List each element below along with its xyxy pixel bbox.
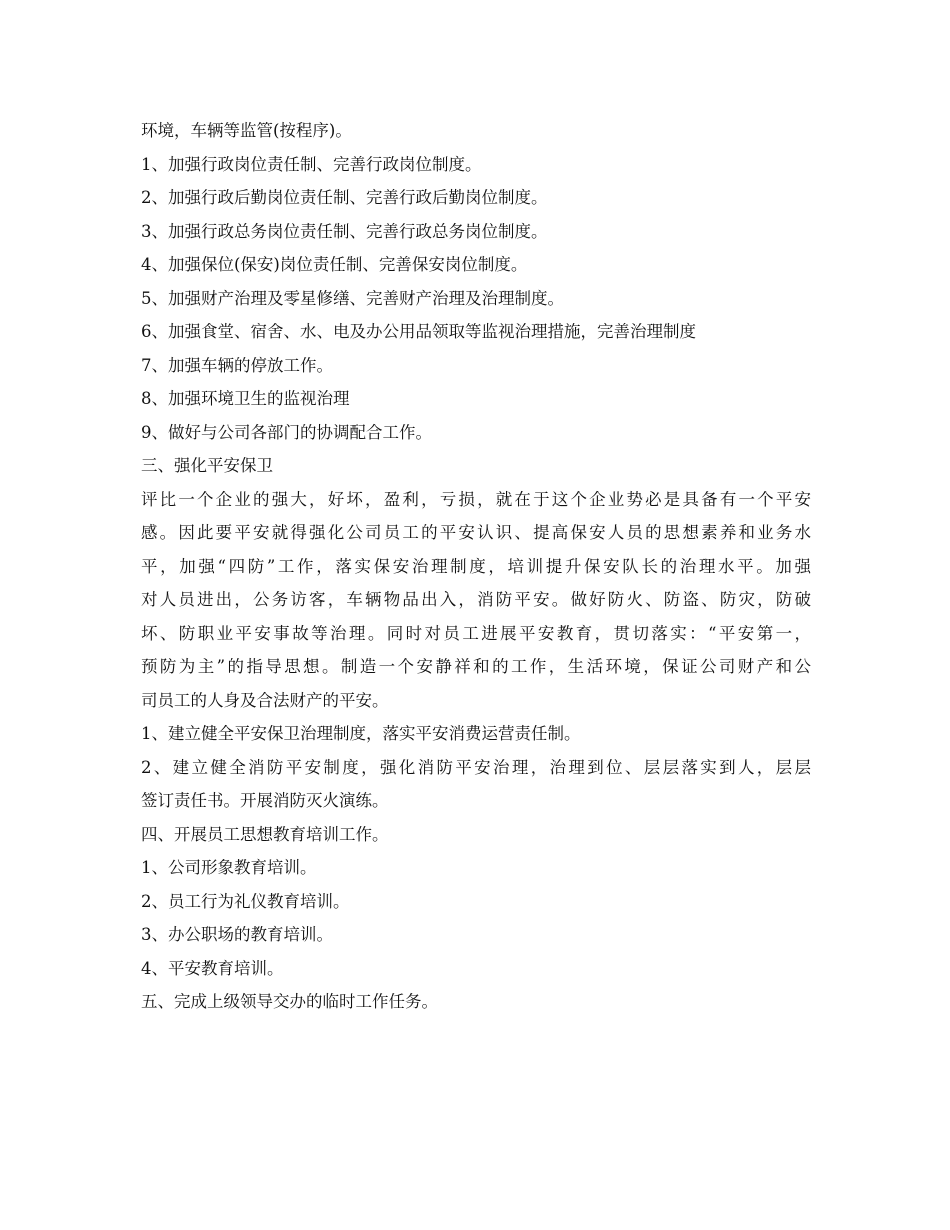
list-item: 1、加强行政岗位责任制、完善行政岗位制度。 — [141, 154, 482, 174]
list-item-continuation: 签订责任书。开展消防灭火演练。 — [141, 791, 389, 810]
paragraph-line: 司员工的人身及合法财产的平安。 — [141, 690, 389, 710]
section-heading: 四、开展员工思想教育培训工作。 — [141, 824, 389, 844]
list-item: 4、平安教育培训。 — [141, 958, 284, 978]
list-item: 4、加强保位(保安)岗位责任制、完善保安岗位制度。 — [141, 255, 528, 274]
paragraph-line: 评比一个企业的强大，好坏，盈利，亏损，就在于这个企业势必是具备有一个平安 — [141, 489, 811, 509]
list-item: 3、加强行政总务岗位责任制、完善行政总务岗位制度。 — [141, 221, 548, 241]
list-item: 2、加强行政后勤岗位责任制、完善行政后勤岗位制度。 — [141, 188, 548, 207]
list-item: 7、加强车辆的停放工作。 — [141, 355, 333, 375]
document-body — [141, 114, 811, 1019]
section-heading: 三、强化平安保卫 — [141, 456, 273, 475]
list-item: 2、建立健全消防平安制度，强化消防平安治理，治理到位、层层落实到人，层层 — [141, 757, 811, 777]
list-item: 3、办公职场的教育培训。 — [141, 925, 333, 944]
paragraph-line: 对人员进出，公务访客，车辆物品出入，消防平安。做好防火、防盗、防灾，防破 — [141, 590, 811, 609]
text-line: 环境，车辆等监管(按程序)。 — [141, 121, 352, 140]
list-item: 1、公司形象教育培训。 — [141, 858, 317, 877]
paragraph-line: 平，加强“四防”工作，落实保安治理制度，培训提升保安队长的治理水平。加强 — [141, 556, 811, 576]
paragraph-line: 坏、防职业平安事故等治理。同时对员工进展平安教育，贯切落实：“平安第一， — [141, 623, 811, 643]
list-item: 8、加强环境卫生的监视治理 — [141, 389, 350, 408]
paragraph-line: 感。因此要平安就得强化公司员工的平安认识、提高保安人员的思想素养和业务水 — [141, 523, 811, 542]
list-item: 2、员工行为礼仪教育培训。 — [141, 891, 350, 911]
paragraph-line: 预防为主”的指导思想。制造一个安静祥和的工作，生活环境，保证公司财产和公 — [141, 657, 811, 676]
list-item: 5、加强财产治理及零星修缮、完善财产治理及治理制度。 — [141, 288, 564, 308]
list-item: 9、做好与公司各部门的协调配合工作。 — [141, 422, 432, 442]
section-heading: 五、完成上级领导交办的临时工作任务。 — [141, 992, 438, 1011]
list-item: 1、建立健全平安保卫治理制度，落实平安消费运营责任制。 — [141, 724, 581, 743]
list-item: 6、加强食堂、宿舍、水、电及办公用品领取等监视治理措施，完善治理制度 — [141, 322, 696, 341]
